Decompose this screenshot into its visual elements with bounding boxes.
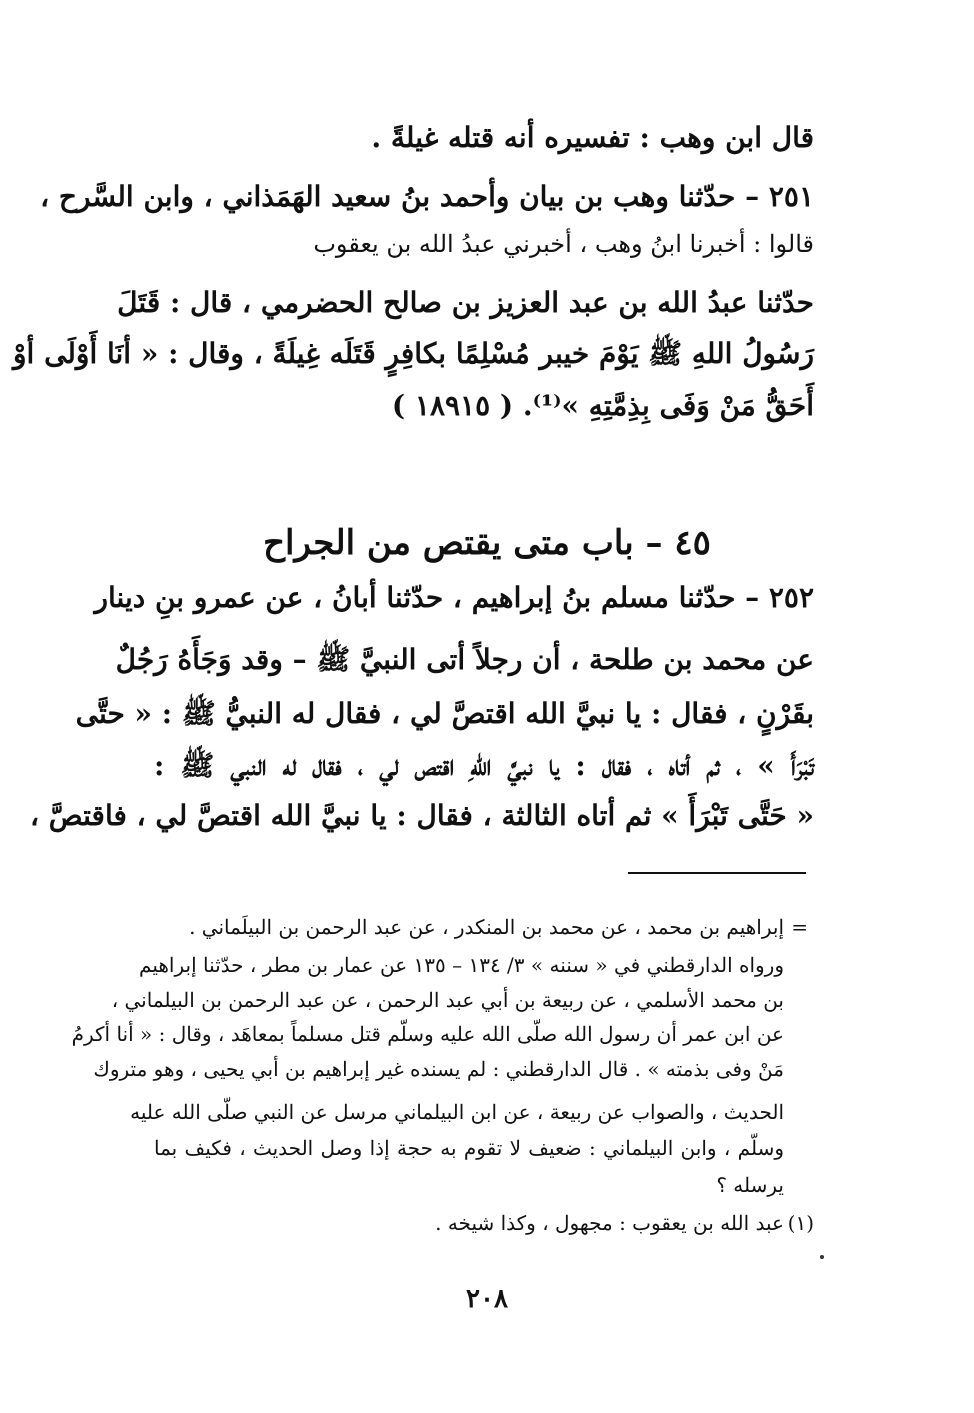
- footnote-line: مَنْ وفى بذمته » . قال الدارقطني : لم يسنده غير إبراهيم بن أبي يحيى ، وهو متروك: [93, 1057, 784, 1081]
- footnote-line: إبراهيم بن محمد ، عن محمد بن المنكدر ، عن عبد الرحمن بن البيلَماني .: [189, 915, 784, 939]
- hadith-text-line: أَحَقُّ مَنْ وَفَى بِذِمَّتِهِ »⁽¹⁾. ( ١٨٩١٥ ): [391, 389, 814, 422]
- hadith-text-line: بقَرْنٍ ، فقال : يا نبيَّ الله اقتصَّ لي ، فقال له النبيُّ ﷺ : « حتَّى: [75, 697, 814, 730]
- footnote-line: عن ابن عمر أن رسول الله صلّى الله عليه وسلّم قتل مسلماً بمعاهَد ، وقال : « أنا أكرمُ: [71, 1022, 784, 1046]
- footnote-separator: [628, 872, 806, 874]
- print-speck: [820, 1255, 824, 1259]
- chapter-heading: ٤٥ – باب متى يقتص من الجراح: [263, 523, 711, 564]
- hadith-text-line: رَسُولُ اللهِ ﷺ يَوْمَ خيبر مُسْلِمًا بكافِرٍ قَتَلَه غِيلَةً ، وقال : « أنَا أَوْلَى أوْ: [13, 337, 814, 370]
- footnote-line: الحديث ، والصواب عن ربيعة ، عن ابن البيلماني مرسل عن النبي صلّى الله عليه: [130, 1100, 784, 1124]
- hadith-text-line: تَبْرَأَ » ، ثم أتاه ، فقال : يا نبيَّ اللهِ اقتص لي ، فقال له النبي ﷺ :: [154, 749, 814, 782]
- text-line: قالوا : أخبرنا ابنُ وهب ، أخبرني عبدُ الله بن يعقوب: [313, 230, 814, 258]
- footnote-line: عبد الله بن يعقوب : مجهول ، وكذا شيخه .: [435, 1211, 784, 1235]
- footnote-number: (١): [787, 1211, 814, 1235]
- hadith-252-heading-line: ٢٥٢ – حدّثنا مسلم بنُ إبراهيم ، حدّثنا أبانُ ، عن عمرو بنِ دينار: [94, 581, 814, 614]
- hadith-text-line: « حَتَّى تَبْرَأَ » ثم أتاه الثالثة ، فقال : يا نبيَّ الله اقتصَّ لي ، فاقتصَّ ،: [30, 799, 814, 832]
- footnote-line: وسلّم ، وابن البيلماني : ضعيف لا تقوم به حجة إذا وصل الحديث ، فكيف بما: [154, 1136, 784, 1160]
- hadith-text-line: حدّثنا عبدُ الله بن عبد العزيز بن صالح الحضرمي ، قال : قَتَلَ: [117, 286, 814, 319]
- hadith-text-line: عن محمد بن طلحة ، أن رجلاً أتى النبيَّ ﷺ – وقد وَجَأَهُ رَجُلٌ: [115, 643, 814, 676]
- footnote-continuation-marker: =: [791, 915, 808, 939]
- footnote-line: بن محمد الأسلمي ، عن ربيعة بن أبي عبد الرحمن ، عن عبد الرحمن بن البيلماني ،: [111, 988, 784, 1012]
- page-number: ٢٠٨: [466, 1284, 508, 1314]
- footnote-line: ورواه الدارقطني في « سننه » ٣/ ١٣٤ – ١٣٥ عن عمار بن مطر ، حدّثنا إبراهيم: [139, 953, 784, 977]
- hadith-251-heading-line: ٢٥١ – حدّثنا وهب بن بيان وأحمد بنُ سعيد الهَمَذاني ، وابن السَّرح ،: [40, 180, 814, 213]
- footnote-line: يرسله ؟: [716, 1173, 784, 1197]
- text-line: قال ابن وهب : تفسيره أنه قتله غيلةً .: [371, 121, 814, 154]
